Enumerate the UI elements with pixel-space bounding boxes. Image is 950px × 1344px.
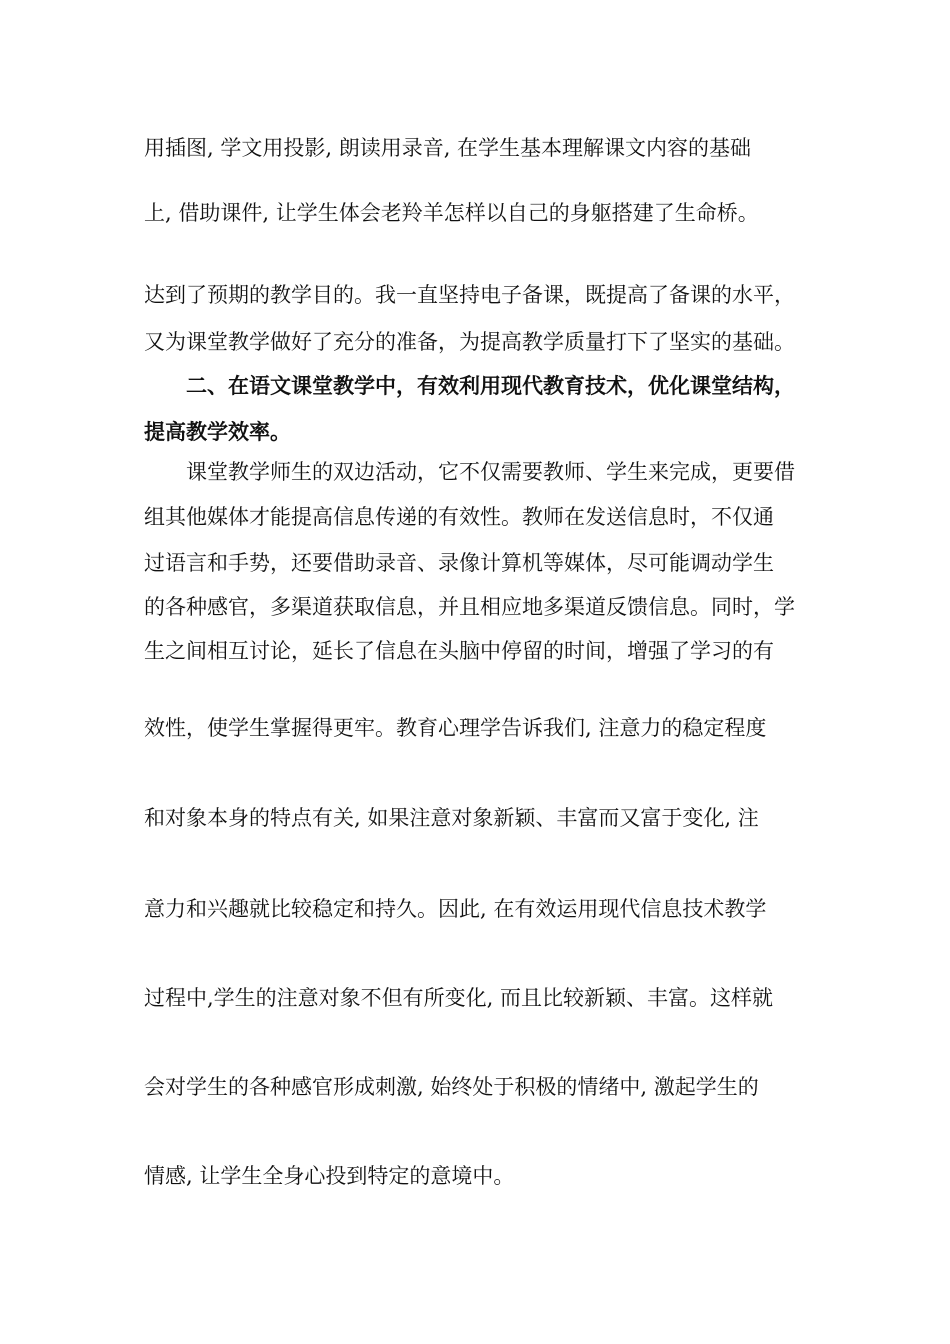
paragraph-line-3: 达到了预期的教学目的。我一直坚持电子备课，既提高了备课的水平， bbox=[144, 283, 795, 307]
paragraph-line-9: 生之间相互讨论，延长了信息在头脑中停留的时间，增强了学习的有 bbox=[144, 639, 774, 663]
paragraph-line-14: 会对学生的各种感官形成刺激, 始终处于积极的情绪中, 激起学生的 bbox=[144, 1075, 759, 1099]
paragraph-line-6: 组其他媒体才能提高信息传递的有效性。教师在发送信息时，不仅通 bbox=[144, 505, 774, 529]
paragraph-line-5: 课堂教学师生的双边活动，它不仅需要教师、学生来完成，更要借 bbox=[186, 460, 795, 484]
paragraph-line-11: 和对象本身的特点有关, 如果注意对象新颖、丰富而又富于变化, 注 bbox=[144, 806, 759, 830]
paragraph-line-7: 过语言和手势，还要借助录音、录像计算机等媒体，尽可能调动学生 bbox=[144, 551, 774, 575]
paragraph-line-12: 意力和兴趣就比较稳定和持久。因此, 在有效运用现代信息技术教学 bbox=[144, 897, 767, 921]
section-heading-line-1: 二、在语文课堂教学中，有效利用现代教育技术，优化课堂结构， bbox=[186, 373, 795, 398]
paragraph-line-2: 上, 借助课件, 让学生体会老羚羊怎样以自己的身躯搭建了生命桥。 bbox=[144, 201, 759, 225]
section-heading-line-2: 提高教学效率。 bbox=[144, 419, 291, 444]
paragraph-line-10: 效性，使学生掌握得更牢。教育心理学告诉我们, 注意力的稳定程度 bbox=[144, 716, 767, 740]
paragraph-line-4: 又为课堂教学做好了充分的准备，为提高教学质量打下了坚实的基础。 bbox=[144, 330, 795, 354]
paragraph-line-15: 情感, 让学生全身心投到特定的意境中。 bbox=[144, 1164, 515, 1188]
paragraph-line-1: 用插图, 学文用投影, 朗读用录音, 在学生基本理解课文内容的基础 bbox=[144, 136, 752, 160]
paragraph-line-8: 的各种感官，多渠道获取信息，并且相应地多渠道反馈信息。同时，学 bbox=[144, 595, 795, 619]
paragraph-line-13: 过程中,学生的注意对象不但有所变化, 而且比较新颖、丰富。这样就 bbox=[144, 986, 774, 1010]
